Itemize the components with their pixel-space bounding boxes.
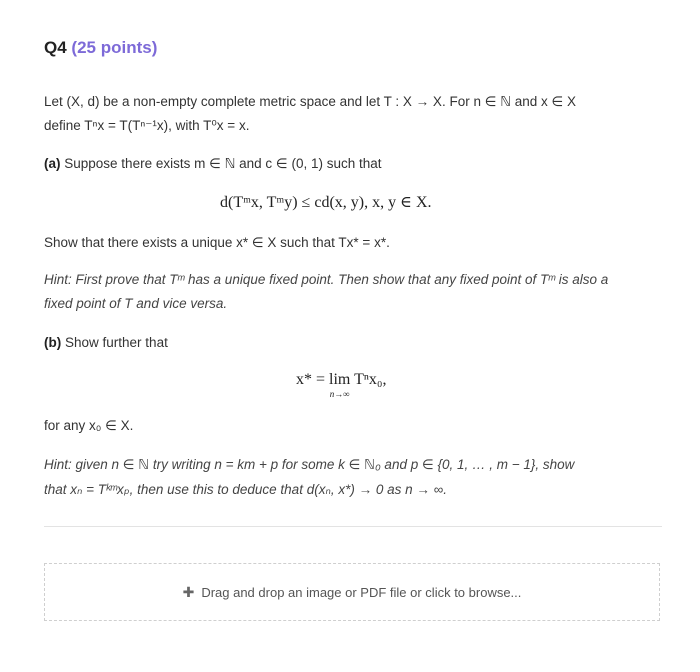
question-points: (25 points) [71, 38, 158, 57]
part-b-text: Show further that [65, 335, 168, 350]
limit-text: lim [329, 371, 351, 388]
part-b-intro [44, 333, 168, 353]
file-upload-dropzone[interactable] [44, 563, 660, 621]
intro-line-1: Let (X, d) be a non-empty complete metric space and let T : X → X. For n ∈ ℕ and x ∈ X [44, 94, 577, 109]
limit-subscript: n→∞ [329, 389, 350, 399]
part-b-eq-rhs: Tⁿx₀, [350, 371, 387, 388]
part-b-hint-line-1: Hint: given n ∈ ℕ try writing n = km + p for some k ∈ ℕ₀ and p ∈ {0, 1, … , m − 1}, show [44, 457, 575, 472]
question-title [44, 38, 157, 58]
part-a-label: (a) [44, 156, 61, 171]
limit-operator [329, 371, 350, 399]
part-b-equation [296, 371, 386, 399]
part-b-for-any: for any x₀ ∈ X. [44, 418, 134, 433]
intro-line-2: define Tⁿx = T(Tⁿ⁻¹x), with T⁰x = x. [44, 118, 250, 133]
part-a-hint-line-1: Hint: First prove that Tᵐ has a unique fixed point. Then show that any fixed point of Tᵐ is also a [44, 272, 609, 287]
part-a-equation: d(Tᵐx, Tᵐy) ≤ cd(x, y), x, y ∈ X. [220, 194, 432, 211]
part-a-text: Suppose there exists m ∈ ℕ and c ∈ (0, 1) such that [64, 156, 382, 171]
part-a-show: Show that there exists a unique x* ∈ X such that Tx* = x*. [44, 235, 390, 250]
section-divider [44, 526, 662, 527]
part-a-hint-line-2: fixed point of T and vice versa. [44, 296, 228, 311]
question-number: Q4 [44, 38, 67, 57]
part-b-eq-lhs: x* = [296, 371, 330, 388]
part-b-hint-line-2: that xₙ = Tᵏᵐxₚ, then use this to deduce that d(xₙ, x*) → 0 as n → ∞. [44, 482, 447, 497]
plus-icon: ✚ [182, 583, 195, 600]
part-a-intro [44, 154, 382, 174]
upload-label: Drag and drop an image or PDF file or click to browse... [201, 584, 522, 600]
part-b-label: (b) [44, 335, 62, 350]
